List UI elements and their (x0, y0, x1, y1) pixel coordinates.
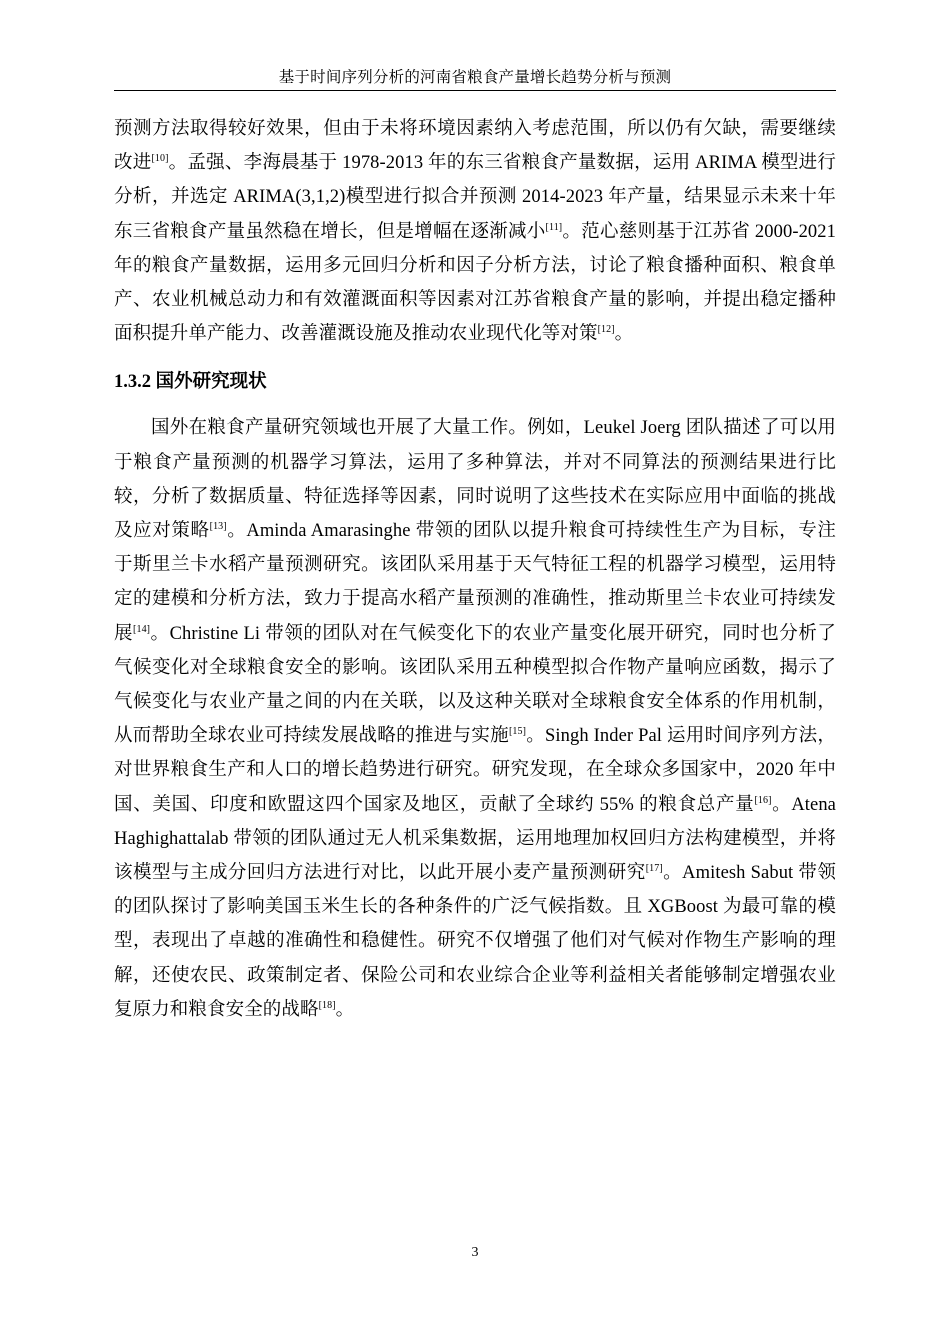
header-rule (114, 90, 836, 91)
citation-ref: [18] (318, 999, 336, 1011)
citation-ref: [11] (545, 221, 563, 233)
citation-ref: [17] (645, 863, 663, 875)
text-run: 。Christine Li 带领的团队对在气候变化下的农业产量变化展开研究，同时也分析了气候变化对全球粮食安全的影响。该团队采用五种模型拟合作物产量响应函数，揭示了气候变化与农业产量之间的内在关联，以及这种关联对全球粮食安全体系的作用机制，从而帮助全球农业可持续发展战略的推进与实施 (114, 623, 836, 747)
text-run: 。 (614, 324, 634, 345)
text-run: 。Aminda Amarasinghe 带领的团队以提升粮食可持续性生产为目标，专注于斯里兰卡水稻产量预测研究。该团队采用基于天气特征工程的机器学习模型，运用特定的建模和分析方法，致力于提高水稻产量预测的准确性，推动斯里兰卡农业可持续发展 (114, 521, 836, 644)
text-run: 。Atena Haghighattalab 带领的团队通过无人机采集数据，运用地理加权回归方法构建模型，并将该模型与主成分回归方法进行对比，以此开展小麦产量预测研究 (114, 794, 836, 884)
citation-ref: [14] (133, 623, 151, 635)
paragraph-domestic-continued (114, 112, 836, 351)
paragraph-foreign-research (114, 411, 836, 1027)
page-body (114, 112, 836, 1027)
text-run: 。Singh Inder Pal 运用时间序列方法，对世界粮食生产和人口的增长趋势进行研究。研究发现，在全球众多国家中，2020 年中国、美国、印度和欧盟这四个国家及地区，贡献了全球约 55% 的粮食总产量 (114, 726, 837, 815)
text-run: 。Amitesh Sabut 带领的团队探讨了影响美国玉米生长的各种条件的广泛气候指数。且 XGBoost 为最可靠的模型，表现出了卓越的准确性和稳健性。研究不仅增强了他们对气候对作物生产影响的理解，还使农民、政策制定者、保险公司和农业综合企业等利益相关者能够制定增强农业复原力和粮食安全的战略 (114, 863, 836, 1020)
section-heading: 1.3.2 国外研究现状 (114, 372, 267, 393)
citation-ref: [12] (597, 324, 615, 336)
citation-ref: [16] (754, 794, 772, 806)
page-number: 3 (471, 1245, 479, 1260)
text-run: 国外在粮食产量研究领域也开展了大量工作。例如，Leukel Joerg 团队描述了可以用于粮食产量预测的机器学习算法，运用了多种算法，并对不同算法的预测结果进行比较，分析了数据质量、特征选择等因素，同时说明了这些技术在实际应用中面临的挑战及应对策略 (114, 418, 836, 542)
text-run: 。范心慈则基于江苏省 2000-2021 年的粮食产量数据，运用多元回归分析和因子分析方法，讨论了粮食播种面积、粮食单产、农业机械总动力和有效灌溉面积等因素对江苏省粮食产量的影响，并提出稳定播种面积提升单产能力、改善灌溉设施及推动农业现代化等对策 (114, 221, 836, 345)
text-run: 。 (335, 999, 355, 1020)
citation-ref: [15] (508, 726, 526, 738)
citation-ref: [13] (209, 521, 227, 533)
running-header: 基于时间序列分析的河南省粮食产量增长趋势分析与预测 (278, 69, 672, 86)
text-run: 。孟强、李海晨基于 1978-2013 年的东三省粮食产量数据，运用 ARIMA 模型进行分析，并选定 ARIMA(3,1,2)模型进行拟合并预测 2014-2023 年产量，结果显示未来十年东三省粮食产量虽然稳在增长，但是增幅在逐渐减小 (114, 153, 836, 242)
citation-ref: [10] (151, 153, 169, 165)
text-run: 预测方法取得较好效果，但由于未将环境因素纳入考虑范围，所以仍有欠缺，需要继续改进 (114, 119, 836, 174)
